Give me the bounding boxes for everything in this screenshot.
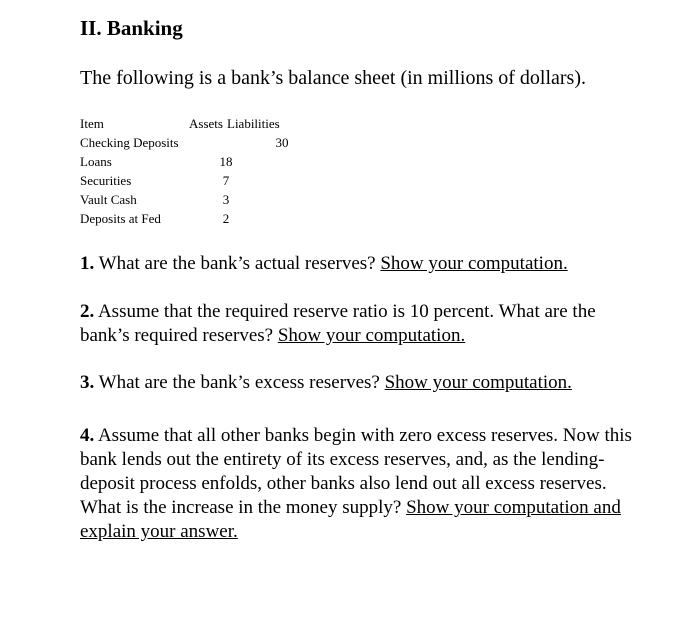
balance-sheet-table xyxy=(80,114,300,228)
question-number: 1. xyxy=(80,253,95,274)
row-assets: 3 xyxy=(222,192,230,207)
instruction-underlined: Show your computation and explain your answer. xyxy=(80,497,621,542)
question-2 xyxy=(80,300,640,348)
question-text: Assume that the required reserve ratio is 10 percent. What are the bank’s required reserves? xyxy=(80,301,596,346)
row-assets: 18 xyxy=(219,154,233,169)
question-number: 2. xyxy=(80,301,95,322)
row-item: Deposits at Fed xyxy=(80,211,161,226)
intro-text: The following is a bank’s balance sheet (in millions of dollars). xyxy=(80,67,586,89)
question-1 xyxy=(80,252,640,276)
instruction-underlined: Show your computation. xyxy=(380,253,568,274)
row-item: Checking Deposits xyxy=(80,135,179,150)
row-item: Loans xyxy=(80,154,112,169)
header-liabilities: Liabilities xyxy=(227,116,280,131)
table-row xyxy=(80,133,300,152)
table-row xyxy=(80,171,300,190)
table-row xyxy=(80,190,300,209)
question-number: 4. xyxy=(80,425,95,446)
table-row xyxy=(80,209,300,228)
question-text: What are the bank’s actual reserves? xyxy=(94,253,381,274)
question-number: 3. xyxy=(80,372,95,393)
header-assets: Assets xyxy=(189,116,223,131)
balance-sheet-header xyxy=(80,114,300,133)
row-assets: 2 xyxy=(222,211,230,226)
instruction-underlined: Show your computation. xyxy=(384,372,572,393)
section-title: II. Banking xyxy=(80,16,183,40)
row-item: Vault Cash xyxy=(80,192,137,207)
question-text: What are the bank’s excess reserves? xyxy=(94,372,385,393)
question-4 xyxy=(80,424,640,544)
question-3 xyxy=(80,371,640,395)
question-text: Assume that all other banks begin with zero excess reserves. Now this bank lends out the entirety of its excess reserves, and, as the lending-deposit process enfolds, other banks also lend out all excess reserves. What is the increase in the money supply? xyxy=(80,425,632,518)
header-item: Item xyxy=(80,116,104,131)
instruction-underlined: Show your computation. xyxy=(277,325,466,346)
row-liabilities: 30 xyxy=(275,135,289,150)
row-item: Securities xyxy=(80,173,132,188)
row-assets: 7 xyxy=(222,173,230,188)
table-row xyxy=(80,152,300,171)
